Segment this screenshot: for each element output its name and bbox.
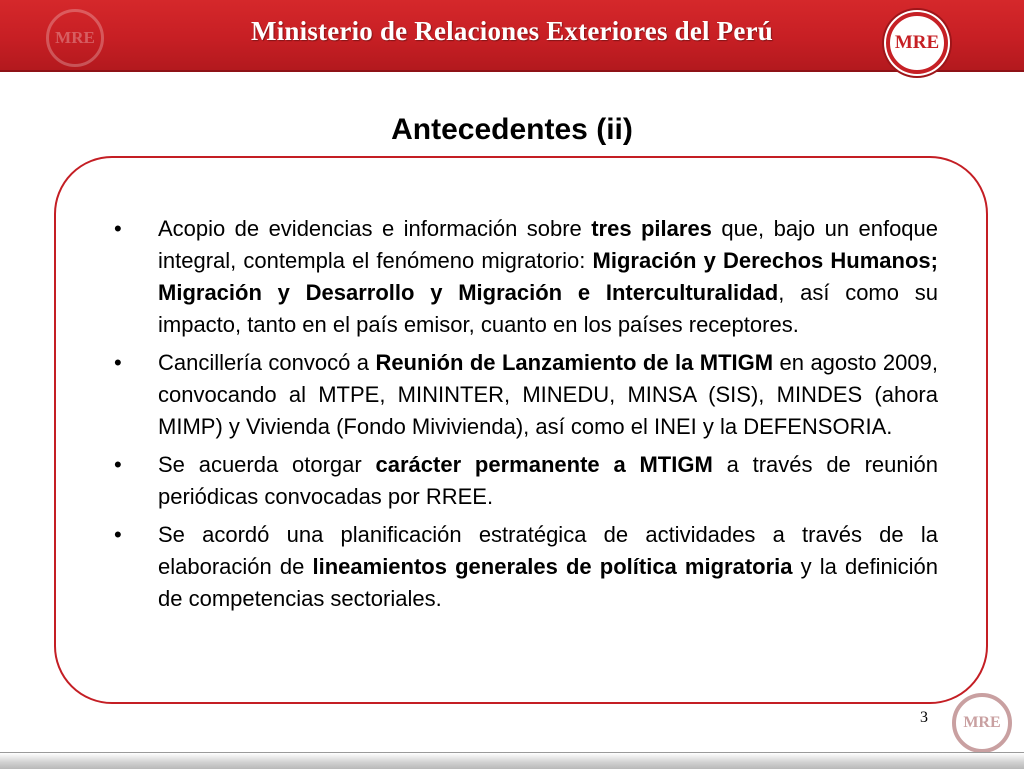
bullet-text: Se acordó una planificación estratégica de actividades a través de la elaboración de [158, 522, 938, 579]
bullet-text: y la definición de competencias sectoriales. [158, 554, 938, 611]
bullet-bold-text: lineamientos generales de política migratoria [312, 554, 793, 579]
mre-footer-logo: MRE [952, 693, 1012, 753]
bullet-icon: • [114, 216, 122, 241]
bullet-text: , así como su impacto, tanto en el país emisor, cuanto en los países receptores. [158, 280, 938, 337]
bullet-bold-text: tres pilares [591, 216, 712, 241]
bullet-text: que, bajo un enfoque integral, contempla el fenómeno migratorio: [158, 216, 939, 273]
bullet-item [114, 213, 938, 341]
bullet-text: Se acuerda otorgar [158, 452, 376, 477]
bullet-icon: • [114, 452, 122, 477]
bullet-text: Acopio de evidencias e información sobre [158, 216, 592, 241]
mre-logo: MRE [886, 12, 948, 74]
bullet-text: Cancillería convocó a [158, 350, 376, 375]
bullet-list [114, 213, 938, 621]
page-number: 3 [920, 709, 928, 726]
bullet-item [114, 519, 938, 615]
bullet-text: en agosto 2009, convocando al MTPE, MININTER, MINEDU, MINSA (SIS), MINDES (ahora MIMP) y Vivienda (Fondo Mivivienda), así como el INEI y la DEFENSORIA. [158, 350, 938, 439]
bullet-icon: • [114, 522, 122, 547]
slide-title: Antecedentes (ii) [391, 113, 633, 146]
bullet-bold-text: Migración y Derechos Humanos; Migración y Desarrollo y Migración e Interculturalidad [158, 248, 938, 305]
mre-watermark-logo: MRE [46, 9, 104, 67]
bullet-icon: • [114, 350, 122, 375]
bullet-item [114, 347, 938, 443]
bullet-item [114, 449, 938, 513]
header-bar [0, 0, 1024, 72]
bullet-bold-text: carácter permanente a MTIGM [375, 452, 713, 477]
ministry-title: Ministerio de Relaciones Exteriores del Perú [251, 16, 773, 46]
bullet-text: a través de reunión periódicas convocadas por RREE. [158, 452, 938, 509]
bullet-bold-text: Reunión de Lanzamiento de la MTIGM [375, 350, 774, 375]
footer-bar [0, 752, 1024, 769]
